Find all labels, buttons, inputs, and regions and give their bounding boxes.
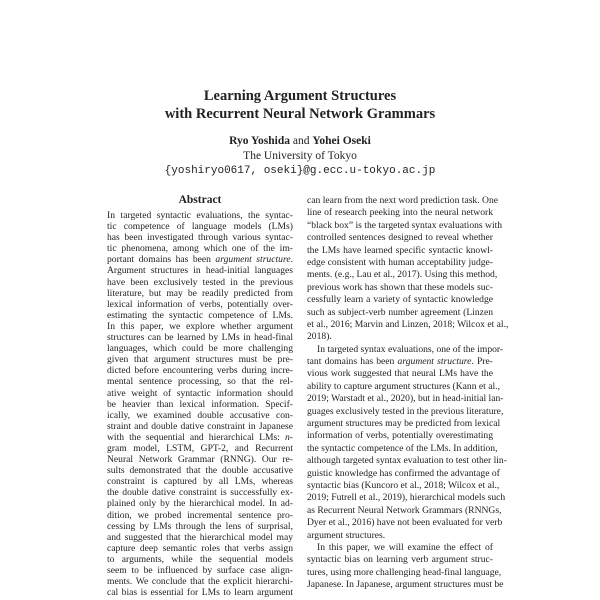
- paper-title-line-1: Learning Argument Structures: [203, 88, 397, 104]
- text-run: Japanese. In Japanese, argument structures must be: [307, 579, 504, 591]
- text-run: syntactic bias on learning verb argument struc-: [307, 554, 493, 566]
- text-line: [107, 210, 293, 221]
- text-run: the syntactic competence of the LMs. In addition,: [307, 442, 498, 454]
- text-run: . Pre-: [471, 356, 494, 368]
- text-line: [107, 554, 293, 565]
- text-run: In targeted syntactic evaluations, the syntac-: [107, 210, 293, 221]
- text-line: [307, 380, 500, 393]
- text-line: [107, 221, 293, 232]
- text-line: [307, 479, 500, 492]
- text-line: [307, 294, 493, 306]
- text-run: mental sentence processing, so that the rel-: [107, 376, 293, 388]
- text-line: [307, 530, 493, 542]
- text-run: Dyer et al., 2016) have not been evaluated for verb: [307, 517, 503, 529]
- text-run: edge consistent with human acceptability judge-: [307, 256, 493, 268]
- text-run: 2019; Futrell et al., 2019), hierarchical models such: [307, 492, 506, 504]
- introduction-body: [307, 195, 509, 592]
- text-line: [107, 587, 293, 598]
- text-run: be heavier than lexical information. Specif-: [107, 398, 293, 410]
- text-line: [107, 543, 293, 554]
- text-run: the LMs have learned specific syntactic knowl-: [307, 244, 493, 256]
- text-line: [307, 492, 506, 504]
- text-line: [107, 443, 293, 454]
- text-run: constraint is captured by all LMs, whereas: [107, 476, 293, 488]
- text-line: [307, 430, 493, 442]
- text-run: guistic knowledge has confirmed the advantage of: [307, 467, 500, 479]
- text-line: [307, 517, 503, 529]
- text-run: information of verbs, potentially overestimating: [307, 430, 493, 442]
- text-line: [107, 410, 293, 421]
- text-run: et al., 2016; Marvin and Linzen, 2018; Wilcox et al.,: [307, 318, 509, 330]
- text-line: [107, 343, 293, 354]
- text-line: [107, 288, 293, 299]
- text-run: ments. (e.g., Lau et al., 2017). Using this method,: [307, 269, 498, 281]
- text-run: capture deep semantic roles that verbs assign: [107, 542, 293, 554]
- text-run: straint and double dative constraint in Japanese: [107, 420, 293, 432]
- text-line: [107, 476, 293, 487]
- text-line: [107, 510, 293, 521]
- text-line: [307, 269, 498, 281]
- text-line: [107, 232, 293, 243]
- text-line: [307, 307, 493, 319]
- text-line: [307, 245, 493, 257]
- text-run: argument structures may be predicted from lexical: [307, 418, 501, 430]
- text-run: In targeted syntax evaluations, one of the impor-: [317, 343, 504, 355]
- text-run: controlled sentences designed to reveal whether: [307, 232, 493, 244]
- text-line: [307, 566, 502, 579]
- text-run: can learn from the next word prediction task. One: [307, 195, 499, 206]
- text-line: [307, 257, 493, 269]
- authors: [0, 135, 600, 147]
- text-run: .: [290, 254, 293, 266]
- emphasis: argument structure: [397, 356, 472, 368]
- text-line: [107, 376, 293, 387]
- text-run: Neural Network Grammar (RNNG). Our re-: [107, 454, 293, 466]
- text-run: estimating the syntactic competence of LMs.: [107, 309, 293, 321]
- text-line: [107, 432, 293, 443]
- text-line: [307, 418, 501, 430]
- text-line: [107, 498, 293, 509]
- text-run: “black box” is the targeted syntax evaluations with: [307, 219, 503, 231]
- text-run: Argument structures in head-initial languages: [107, 265, 293, 277]
- text-run: structures can be learned by LMs in head-final: [107, 332, 293, 344]
- text-line: [307, 207, 493, 219]
- text-run: ability to capture argument structures (Kann et al.,: [307, 380, 500, 392]
- text-line: [307, 219, 503, 232]
- email: {yoshiryo0617, oseki}@g.ecc.u-tokyo.ac.jp: [164, 165, 436, 177]
- text-line: [107, 521, 293, 532]
- author-2: Yohei Oseki: [312, 135, 371, 147]
- text-run: lexical information of verbs, potentially over-: [107, 298, 293, 310]
- text-run: vious work suggested that neural LMs have the: [307, 368, 493, 380]
- text-run: cessfully learn a variety of syntactic knowledge: [307, 294, 493, 306]
- text-run: cessing by LMs through the lens of surprisal,: [107, 520, 293, 532]
- text-line: [107, 565, 293, 576]
- text-run: 2018).: [307, 331, 332, 343]
- text-line: [107, 487, 293, 498]
- text-run: syntactic bias (Kuncoro et al., 2018; Wilcox et al.,: [307, 479, 500, 491]
- text-run: line of research peeking into the neural network: [307, 207, 493, 219]
- text-run: plained only by the hierarchical model. In ad-: [107, 498, 293, 510]
- text-run: has been investigated through various syntac-: [107, 232, 293, 244]
- text-line: [107, 465, 293, 476]
- text-line: [107, 454, 293, 465]
- text-line: [307, 467, 500, 480]
- text-run: given that argument structures must be pre-: [107, 354, 293, 366]
- emphasis: argument structure: [215, 254, 291, 266]
- text-run: In this paper, we explore whether argument: [107, 320, 293, 332]
- text-line: [307, 356, 493, 368]
- text-run: to arguments, while the sequential models: [107, 553, 293, 565]
- text-line: [107, 365, 293, 376]
- abstract-body: [107, 210, 293, 598]
- text-run: guages exclusively tested in the previous literature,: [307, 405, 504, 417]
- affiliation: The University of Tokyo: [243, 150, 357, 162]
- emphasis: n: [285, 431, 290, 443]
- text-line: [307, 542, 493, 554]
- text-run: previous work has shown that these models suc-: [307, 281, 493, 293]
- text-line: [307, 405, 504, 418]
- text-line: [107, 299, 293, 310]
- text-line: [307, 318, 509, 331]
- text-run: tant domains has been: [307, 356, 398, 368]
- text-run: dicted before encountering verbs during incre-: [107, 365, 293, 377]
- text-run: literature, but may be readily predicted from: [107, 287, 293, 299]
- text-run: 2019; Warstadt et al., 2020), but in head-initial lan-: [307, 393, 504, 405]
- text-run: and suggested that the hierarchical model may: [107, 531, 293, 543]
- text-line: [107, 321, 293, 332]
- text-run: sults demonstrated that the double accusative: [107, 465, 293, 477]
- text-line: [307, 579, 504, 591]
- text-line: [107, 277, 293, 288]
- abstract-heading: Abstract: [178, 194, 222, 206]
- text-line: [307, 232, 493, 244]
- text-line: [107, 532, 293, 543]
- text-line: [107, 254, 293, 265]
- text-line: [307, 368, 493, 380]
- text-run: languages, which could be more challenging: [107, 343, 293, 355]
- text-run: such as subject-verb number agreement (Linzen: [307, 306, 493, 318]
- text-line: [307, 282, 493, 294]
- text-run: cal bias is essential for LMs to learn argument: [107, 587, 293, 599]
- text-line: [107, 310, 293, 321]
- text-run: gram model, LSTM, GPT-2, and Recurrent: [107, 442, 293, 454]
- text-line: [307, 455, 507, 467]
- text-run: ically, we examined double accusative con-: [107, 409, 293, 421]
- text-line: [107, 354, 293, 365]
- text-run: although targeted syntax evaluation to test other lin-: [307, 455, 507, 467]
- text-line: [307, 504, 502, 517]
- text-run: In this paper, we will examine the effect of: [317, 541, 493, 553]
- text-run: as Recurrent Neural Network Grammars (RNNGs,: [307, 504, 502, 516]
- text-line: [107, 421, 293, 432]
- text-line: [107, 388, 293, 399]
- text-run: tic phenomena, among which one of the im-: [107, 243, 293, 255]
- text-line: [307, 331, 493, 343]
- text-run: argument structures.: [307, 529, 386, 541]
- text-run: tures, using more challenging head-final language,: [307, 566, 502, 578]
- text-run: tic competence of language models (LMs): [107, 221, 293, 233]
- text-line: [307, 393, 504, 405]
- text-line: [307, 343, 504, 356]
- text-line: [107, 243, 293, 254]
- author-1: Ryo Yoshida: [229, 135, 290, 147]
- text-run: have been exclusively tested in the previous: [107, 276, 293, 288]
- text-run: dition, we probed incremental sentence pro-: [107, 509, 293, 521]
- text-run: seem to be influenced by surface case align-: [107, 565, 293, 576]
- text-run: ments. We conclude that the explicit hierarchi-: [107, 576, 293, 588]
- text-run: with the sequential and hierarchical LMs:: [107, 431, 285, 443]
- text-run: portant domains has been: [107, 254, 216, 266]
- text-line: [107, 332, 293, 343]
- text-run: -: [289, 431, 293, 443]
- text-run: ative weight of syntactic information should: [107, 387, 293, 399]
- text-line: [307, 195, 499, 207]
- text-line: [107, 265, 293, 276]
- text-line: [107, 399, 293, 410]
- text-line: [307, 554, 493, 566]
- text-run: the double dative constraint is successfully ex-: [107, 487, 293, 499]
- author-and: and: [292, 135, 310, 147]
- text-line: [107, 576, 293, 587]
- paper-title-line-2: with Recurrent Neural Network Grammars: [164, 106, 436, 122]
- text-line: [307, 442, 498, 455]
